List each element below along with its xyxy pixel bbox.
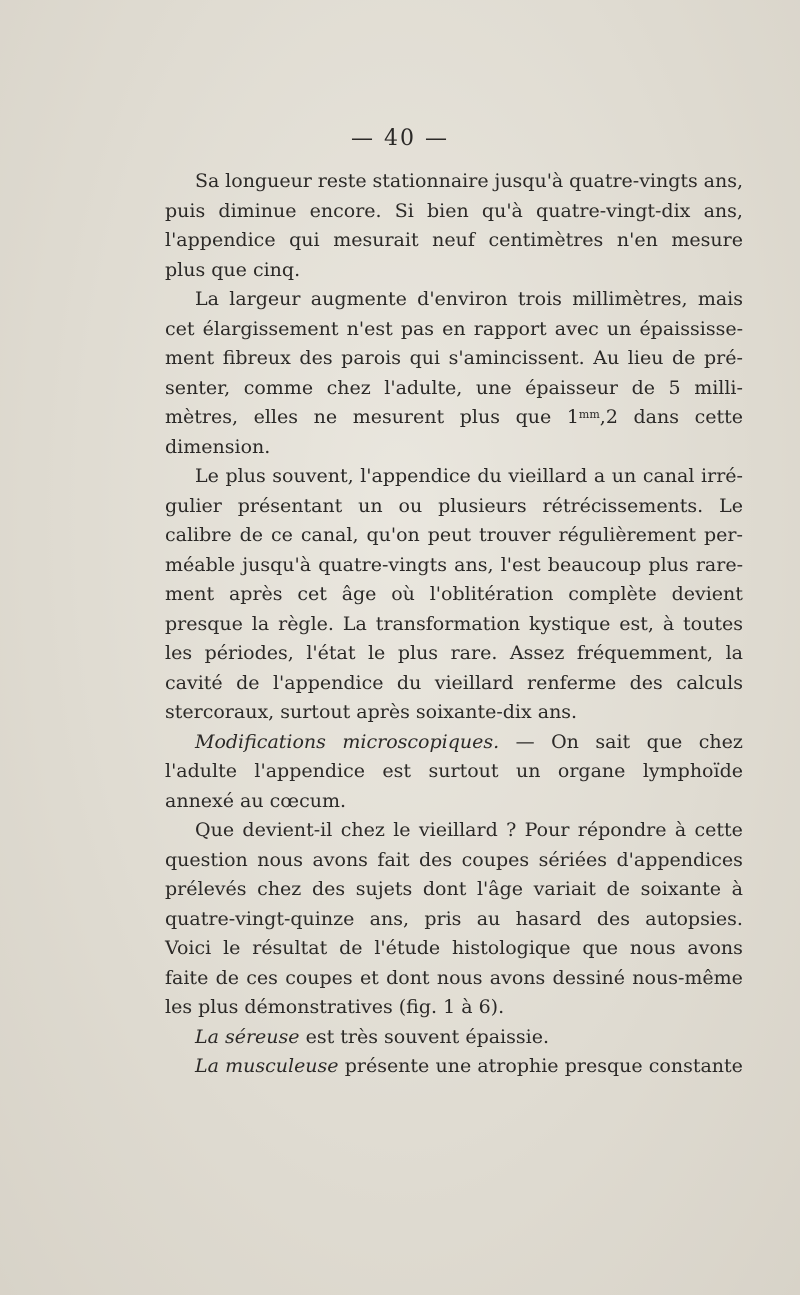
word: encore. xyxy=(309,199,382,222)
word: mais xyxy=(697,288,743,310)
word: avons xyxy=(489,966,546,989)
word: stationnaire xyxy=(372,170,489,192)
word: complète xyxy=(568,583,657,605)
word: trois xyxy=(517,288,562,310)
word: mesurait xyxy=(333,229,419,251)
word: centimètres xyxy=(488,229,604,251)
word: rétrécissements. xyxy=(542,494,704,517)
word: sujets xyxy=(355,878,413,900)
text-line xyxy=(165,580,743,610)
word: fréquemment, xyxy=(576,642,714,664)
word: soixante xyxy=(640,878,722,900)
word: question xyxy=(165,848,248,871)
word: variait xyxy=(533,878,596,900)
word: calibre xyxy=(165,524,232,546)
word: ? xyxy=(506,819,517,841)
word: résultat xyxy=(252,937,328,959)
word: l'état xyxy=(306,642,356,664)
word: plusieurs xyxy=(438,494,527,517)
word: trouver xyxy=(479,524,551,546)
word: à xyxy=(731,878,743,900)
word: au xyxy=(476,907,501,930)
text-line xyxy=(165,226,743,256)
word: parois xyxy=(341,347,402,369)
word: dont xyxy=(386,966,430,989)
word: diminue xyxy=(218,199,297,222)
word: La xyxy=(342,612,367,635)
word: elles xyxy=(253,406,299,428)
word: rapport xyxy=(473,317,547,340)
word: puis xyxy=(165,199,206,222)
word: le xyxy=(393,819,411,841)
word: surtout xyxy=(428,760,499,782)
text-line xyxy=(165,344,743,374)
word: Le xyxy=(195,465,219,487)
word: chez xyxy=(257,878,302,900)
word: quatre-vingt-dix xyxy=(536,199,691,222)
word: nous xyxy=(629,937,676,959)
word: Le xyxy=(719,494,743,517)
word: des xyxy=(629,671,663,694)
word: Assez xyxy=(509,642,565,664)
word: le xyxy=(223,937,241,959)
word: ne xyxy=(313,406,338,428)
word: quatre-vingt-quinze xyxy=(165,907,355,930)
text-line xyxy=(165,787,743,817)
word: jusqu'à xyxy=(494,170,564,192)
word: régulièrement xyxy=(558,524,697,546)
word: présentant xyxy=(237,494,343,517)
page-number: — 40 — xyxy=(351,126,449,151)
text-line xyxy=(165,315,743,345)
word: l'appendice xyxy=(254,760,365,782)
word: l'appendice xyxy=(165,229,276,251)
word: avec xyxy=(554,317,599,340)
word: chez xyxy=(698,730,743,753)
word: La xyxy=(195,1055,219,1077)
word: cet xyxy=(165,317,195,340)
word: atrophie xyxy=(477,1055,559,1077)
word: peut xyxy=(427,524,472,546)
word: fait xyxy=(377,848,410,871)
word: comme xyxy=(243,376,314,399)
word: un xyxy=(515,760,541,782)
text-line xyxy=(165,728,743,758)
word: constante xyxy=(648,1055,743,1077)
word: plus xyxy=(397,642,439,664)
word: est xyxy=(382,760,412,782)
text-line xyxy=(165,757,743,787)
word: Au xyxy=(593,347,620,369)
word: qu'à xyxy=(481,199,523,222)
word: vieillard xyxy=(418,819,498,841)
word: de xyxy=(215,966,240,989)
word: des xyxy=(596,907,630,930)
text-line xyxy=(165,521,743,551)
word: Si xyxy=(394,199,414,222)
word: à xyxy=(674,819,687,841)
word: le xyxy=(367,642,386,664)
word: mesurent xyxy=(352,406,445,428)
word: du xyxy=(396,671,422,694)
word: mesure xyxy=(671,229,743,251)
word: faite xyxy=(165,966,209,989)
word: à xyxy=(662,612,675,635)
word: des xyxy=(299,347,333,369)
word: ces xyxy=(246,966,278,989)
word: la xyxy=(725,642,743,664)
word: ou xyxy=(398,494,423,517)
word: une xyxy=(435,1055,472,1077)
word: après xyxy=(228,583,283,605)
word: l'étude xyxy=(374,937,441,959)
word: cavité xyxy=(165,671,223,694)
word: microscopiques. xyxy=(342,730,500,753)
word: rare- xyxy=(695,553,743,576)
text-line xyxy=(165,433,743,463)
word: des xyxy=(418,848,453,871)
word: méable xyxy=(165,553,236,576)
word: où xyxy=(391,583,415,605)
word: présente xyxy=(344,1055,430,1077)
word: lymphoïde xyxy=(642,760,743,782)
word: histologique xyxy=(452,937,571,959)
word: autopsies. xyxy=(645,907,743,930)
word: sériées xyxy=(538,848,608,871)
word: canal, xyxy=(300,524,359,546)
word: presque xyxy=(165,612,243,635)
word: en xyxy=(442,317,466,340)
word: ment xyxy=(165,583,215,605)
word: souvent, xyxy=(272,465,354,487)
word: gulier xyxy=(165,494,222,517)
text-line xyxy=(165,256,743,286)
word: Que xyxy=(195,819,235,841)
word: dessiné xyxy=(552,966,626,989)
word: un xyxy=(611,465,637,487)
word: largeur xyxy=(229,288,301,310)
word: règle. xyxy=(278,612,334,635)
word: ment xyxy=(165,347,215,369)
text-segment: annexé au cœcum. xyxy=(165,789,347,812)
text-line xyxy=(165,1023,743,1053)
word: Sa xyxy=(195,170,220,192)
text-line xyxy=(165,875,743,905)
word: rare. xyxy=(450,642,498,664)
word: avons xyxy=(687,937,743,959)
body-text xyxy=(165,167,743,1082)
word: devient-il xyxy=(242,819,333,841)
word: âge xyxy=(341,583,377,605)
word: épaisseur xyxy=(525,376,619,399)
word: nous xyxy=(257,848,303,871)
word: est, xyxy=(619,612,654,635)
text-line xyxy=(165,197,743,227)
word: dont xyxy=(422,878,467,900)
word: qu'on xyxy=(366,524,420,546)
text-line xyxy=(165,934,743,964)
word: nous-même xyxy=(632,966,743,989)
word: — xyxy=(515,730,535,753)
text-line xyxy=(165,285,743,315)
word: La xyxy=(195,288,219,310)
word: augmente xyxy=(310,288,407,310)
word: de xyxy=(631,376,655,399)
word: jusqu'à xyxy=(242,553,312,576)
word: devient xyxy=(671,583,743,605)
word: nous xyxy=(436,966,483,989)
word: beaucoup xyxy=(547,553,642,576)
word: mètres, xyxy=(165,406,239,428)
word: cette xyxy=(694,819,743,841)
word: les xyxy=(165,642,193,664)
text-line xyxy=(165,462,743,492)
word: l'appendice xyxy=(272,671,384,694)
word: sait xyxy=(595,730,631,753)
word: chez xyxy=(326,376,371,399)
text-line xyxy=(165,964,743,994)
word: Pour xyxy=(524,819,570,841)
word: de xyxy=(239,524,264,546)
text-line xyxy=(165,374,743,404)
word: ans, xyxy=(703,199,743,222)
word: n'est xyxy=(346,317,393,340)
word: vieillard xyxy=(508,465,588,487)
text-line xyxy=(165,1052,743,1082)
word: l'adulte, xyxy=(384,376,463,399)
word: qui xyxy=(409,347,441,369)
text-line xyxy=(165,816,743,846)
word: $1^{mm},2$ xyxy=(566,406,618,428)
word: de xyxy=(672,347,696,369)
word: cet xyxy=(297,583,327,605)
word: répondre xyxy=(577,819,667,841)
word: transformation xyxy=(375,612,521,635)
word: irré- xyxy=(701,465,743,487)
text-segment: plus que cinq. xyxy=(165,258,301,281)
word: un xyxy=(606,317,632,340)
word: qui xyxy=(289,229,320,251)
text-line xyxy=(165,403,743,433)
word: cette xyxy=(694,406,743,428)
word: kystique xyxy=(528,612,611,635)
word: coupes xyxy=(461,848,530,871)
word: pris xyxy=(424,907,462,930)
word: coupes xyxy=(285,966,353,989)
word: milli- xyxy=(694,376,743,399)
text-segment: dimension. xyxy=(165,435,271,458)
word: s'amincissent. xyxy=(448,347,585,369)
word: périodes, xyxy=(204,642,294,664)
word: 5 xyxy=(668,376,681,399)
word: renferme xyxy=(527,671,617,694)
word: de xyxy=(236,671,260,694)
text-line xyxy=(165,846,743,876)
text-line xyxy=(165,551,743,581)
word: senter, xyxy=(165,376,231,399)
word: On xyxy=(551,730,579,753)
word: pré- xyxy=(704,347,743,369)
text-line xyxy=(165,669,743,699)
word: d'environ xyxy=(417,288,508,310)
word: ce xyxy=(270,524,293,546)
word: pas xyxy=(400,317,435,340)
word: plus xyxy=(648,553,689,576)
word: du xyxy=(477,465,502,487)
text-line xyxy=(165,993,743,1023)
word: vieillard xyxy=(434,671,514,694)
word: toutes xyxy=(683,612,743,635)
word: quatre-vingts xyxy=(569,170,698,192)
text-line xyxy=(165,639,743,669)
word: longueur xyxy=(225,170,312,192)
word: presque xyxy=(564,1055,643,1077)
italic-heading: La séreuse xyxy=(195,1025,300,1048)
word: lieu xyxy=(627,347,664,369)
word: avons xyxy=(312,848,368,871)
word: épaississe- xyxy=(639,317,743,340)
word: neuf xyxy=(432,229,475,251)
word: n'en xyxy=(616,229,658,251)
word: Modifications xyxy=(195,730,326,753)
word: que xyxy=(582,937,619,959)
word: un xyxy=(358,494,383,517)
word: dans xyxy=(633,406,679,428)
word: fibreux xyxy=(222,347,291,369)
word: l'oblitération xyxy=(429,583,554,605)
word: d'appendices xyxy=(616,848,743,871)
text-segment: stercoraux, surtout après soixante-dix ans. xyxy=(165,701,578,723)
word: plus xyxy=(459,406,500,428)
word: organe xyxy=(557,760,626,782)
word: et xyxy=(359,966,379,989)
word: de xyxy=(339,937,363,959)
word: une xyxy=(475,376,512,399)
word: ans, xyxy=(703,170,743,192)
text-line xyxy=(165,905,743,935)
word: de xyxy=(606,878,630,900)
word: chez xyxy=(340,819,385,841)
word: a xyxy=(593,465,606,487)
word: l'adulte xyxy=(165,760,237,782)
word: reste xyxy=(317,170,367,192)
word: musculeuse xyxy=(225,1055,339,1077)
word: que xyxy=(646,730,683,753)
text-segment: les plus démonstratives (fig. 1 à 6). xyxy=(165,996,505,1018)
word: millimètres, xyxy=(572,288,688,310)
word: élargissement xyxy=(202,317,339,340)
word: ans, xyxy=(454,553,494,576)
word: l'est xyxy=(500,553,541,576)
word: canal xyxy=(642,465,695,487)
word: la xyxy=(251,612,270,635)
text-line xyxy=(165,492,743,522)
word: quatre-vingts xyxy=(318,553,447,576)
word: l'appendice xyxy=(360,465,471,487)
word: l'âge xyxy=(476,878,524,900)
text-line xyxy=(165,167,743,197)
word: prélevés xyxy=(165,878,247,900)
text-segment: est très souvent épaissie. xyxy=(299,1025,549,1048)
word: que xyxy=(515,406,552,428)
word: per- xyxy=(704,524,743,546)
word: plus xyxy=(225,465,266,487)
word: hasard xyxy=(515,907,582,930)
text-line xyxy=(165,698,743,728)
word: calculs xyxy=(676,671,743,694)
word: bien xyxy=(427,199,469,222)
word: ans, xyxy=(369,907,410,930)
text-line xyxy=(165,610,743,640)
word: Voici xyxy=(165,937,212,959)
word: des xyxy=(311,878,346,900)
